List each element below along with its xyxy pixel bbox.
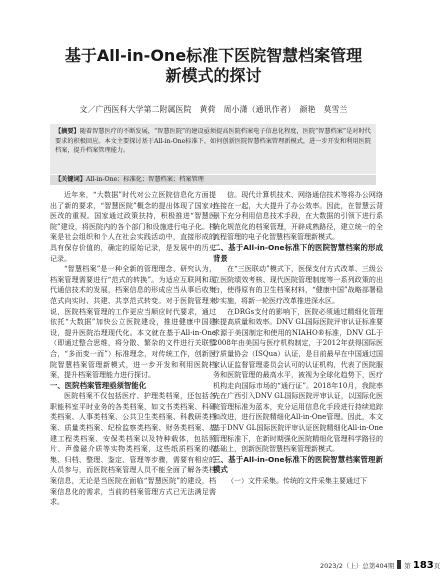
author-line: 文／广西医科大学第二附属医院 黄荷 周小潇（通讯作者） 颜艳 莫雪兰 xyxy=(79,105,348,114)
page-footer xyxy=(320,560,440,571)
section-heading-2: 二、基于All-in-One标准下的医院智慧档案的形成背景 xyxy=(213,242,383,263)
right-column xyxy=(213,190,383,548)
right-paragraph-4: （一）文件采集。传统的文件采集主要通过下 xyxy=(227,477,367,486)
page-number-suffix: 页 xyxy=(433,562,440,570)
footer-bar-mark xyxy=(397,560,401,569)
section-heading-1: 一、医院档案管理亟须智能化 xyxy=(50,380,147,390)
keywords-label: 【关键词】 xyxy=(55,176,86,183)
left-paragraph-2: “智慧档案”是一种全新的管理理念，研究认为，档案管理需要进行“范式的转换”。为适应互联网和现代通信技术的发展，档案信息的形成应当从事后收集范式向实时、共建、共享范式转变。对于医院管理来说，医院档案管理的工作更应当顺应时代要求，通过依托“大数据”加快公立医院建设，推进健康中国建设，提升医院治理现代化。本文就在基于All-in-One（即通过整合思维，将分散、繁杂的文件进行关联整合，“多而变一而”）标准理念，对传统工作，创新医院智慧档案管理新模式，进一步开发和利用医院档案，提升档案管理能力进行探讨。 xyxy=(50,265,216,380)
article-title xyxy=(0,46,427,86)
issue-info: 2023/2（上）总第404期 xyxy=(320,562,395,570)
right-paragraph-2: 在“三医联动”模式下，医保支付方式改革、三级公立医院绩效考核、现代医院管理制度等一系列政策的出台，使得原有的卫生档案材料，“健康中国”战略部署稳步实施，将新一轮医疗改革推进深水区。 xyxy=(213,265,383,305)
title-line-2: 新模式的探讨 xyxy=(165,66,262,85)
page-number-prefix: 第 xyxy=(404,562,413,570)
left-paragraph-1: 近年来，“大数据”时代对公立医院信息化方面提出了新的要求，“智慧医院”概念的提出体现了国家对医改的重视。国家通过政策扶持，积极推进“智慧医院”建设，将医院内的各个部门和设施进行电子化。档案是社会组织和个人在社会实践活动中，直接形成的具有保存价值的，确定的原始记录，是发展中的历史记录。 xyxy=(50,191,216,263)
title-line-1: 基于All-in-One标准下医院智慧档案管理 xyxy=(64,46,363,65)
keywords-text: All-in-One；标准化；智慧档案；档案管理 xyxy=(85,176,204,183)
right-paragraph-1: 信。现代计算机技术、网络通信技术等将办公网络连接在一起，大大提升了办公效率。因此，在智慧云背景下充分利用信息技术手段，在大数据的引领下进行系统化规范化的档案管理，开辟成熟路径，建立统一的全流程管理的电子化智慧档案管理新模式。 xyxy=(213,191,383,242)
left-paragraph-3: 医院档案不仅包括医疗、护理类档案，还包括各职能科室平时业务的各类档案，如文书类档案、科研类档案、人事类档案、公共卫生类档案、科教研类档案、质量类档案、纪检监察类档案、财务类档案、基建工程类档案、安保类档案以及特种载体，包括照片、声像磁介质等实物类档案，这些纸质档案的收集、归档、整理、鉴定、管理等步骤，需要有相应的人员参与，而医院档案管理人员不能全面了解各类档案信息，无论是当医院在面临“智慧医院”的建设，档案信息化的需求，当前的档案管理方式已无法满足需求。 xyxy=(50,392,216,507)
left-column xyxy=(50,190,216,548)
section-heading-3: 三、基于All-in-One标准下的医院智慧档案管理新模式 xyxy=(213,454,383,475)
abstract-label: 【摘要】 xyxy=(55,128,80,135)
keywords-box xyxy=(50,175,376,185)
page-number: 183 xyxy=(412,560,434,571)
abstract-text: 随着智慧医疗的不断发展，“智慧医院”的建设亟须提高医院档案电子信息化程度，医院“智慧档案”是对时代要求的积极回应。本文主要探讨基于All-in-One标准下，如何创新医院智慧档案管理新模式，进一步开发和利用医院档案，提升档案管理能力。 xyxy=(55,128,371,154)
right-paragraph-3: 在DRGs支付的影响下，医院必须通过精细化管理来提高质量和效率。DNV GL国际医院评审认证标准要求源于美国制定和使用的NIAHO®标准，DNV GL于2008年由美国与医疗机构制定，于2012年获得国际医疗质量协会（ISQua）认证，是目前最早在中国通过国家认证监督管理委员会认可的认证机构，代表了医院服务和医院管理的最高水平，被视为全球化趋势下，医疗机构走向国际市场的“通行证”。2018年10月，我院率先在广西引入DNV GL国际医院评审认证，以国际化医院管理标准为蓝本，充分运用信息化手段进行持续追踪和改进，进行医院精细化All-in-One管理。因此，本文基于DNV GL国际医院评审认证医院精细化All-in-One管理标准下，在新时期强化医院精细化管理科学路径的基础上，创新医院智慧档案管理新模式。 xyxy=(213,307,383,454)
abstract-box xyxy=(50,124,376,174)
